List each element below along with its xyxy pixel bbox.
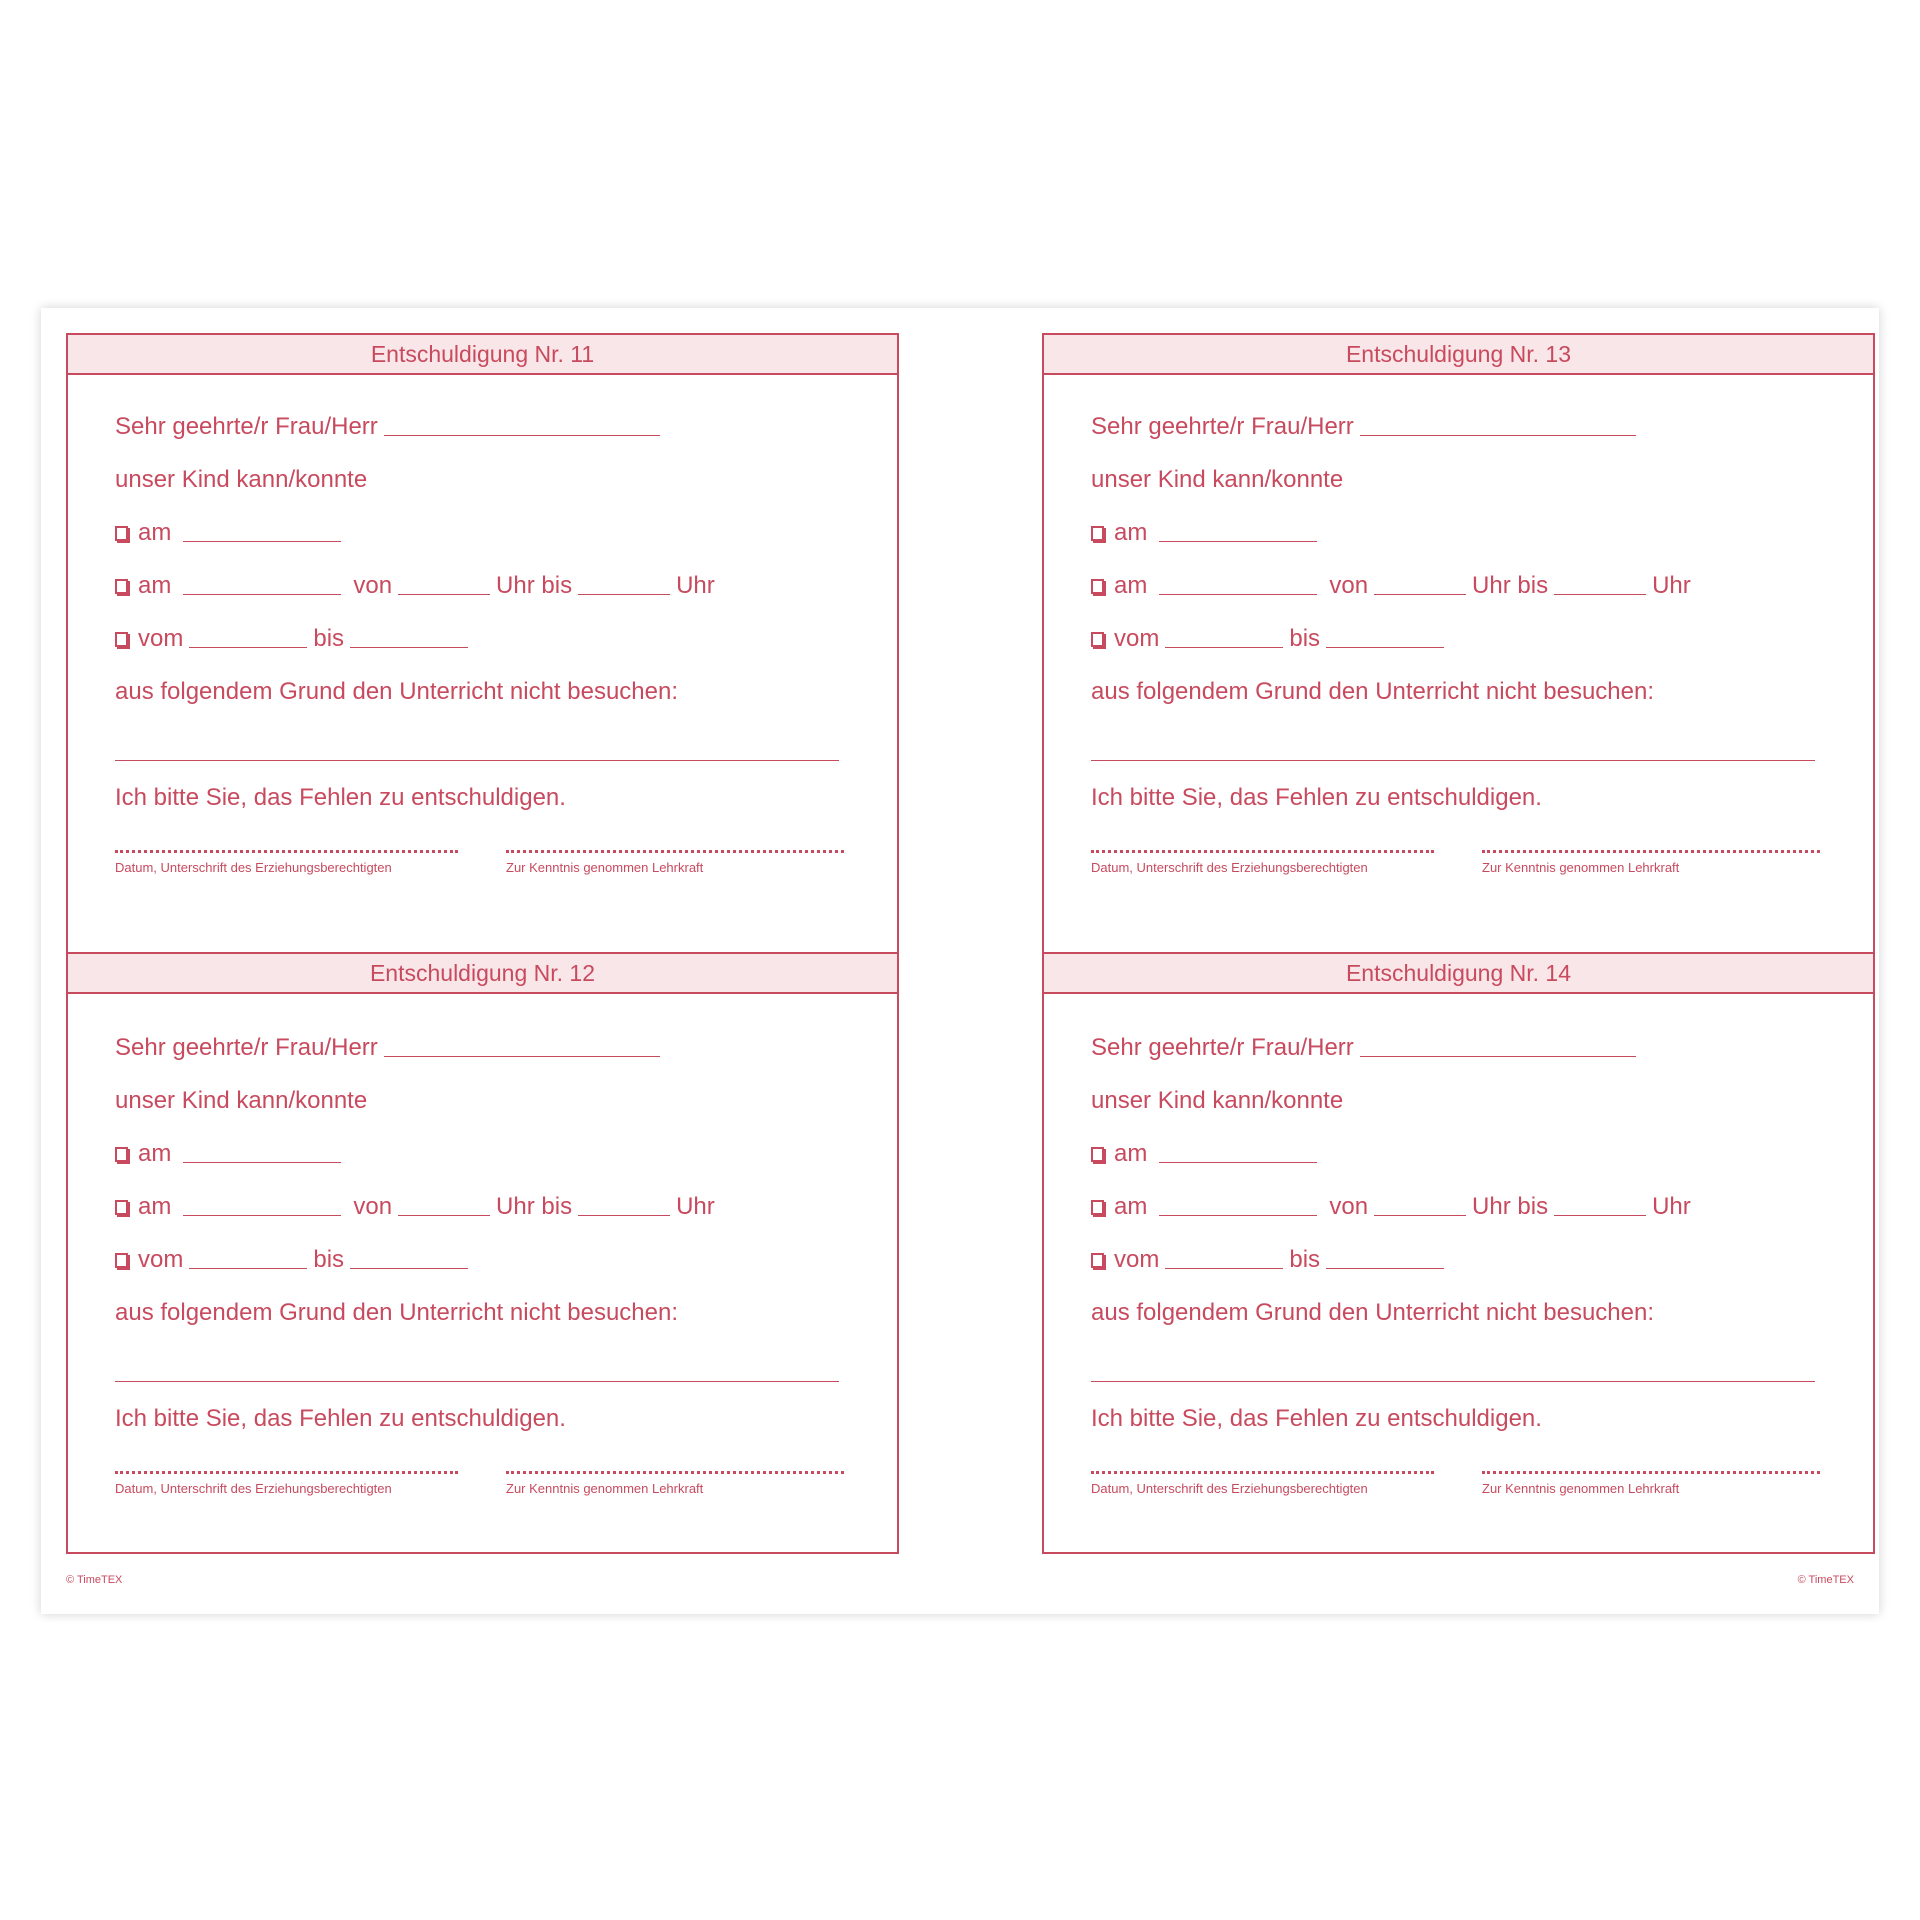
to-date-field[interactable] [350, 1268, 468, 1269]
from-date-field[interactable] [1165, 1268, 1283, 1269]
checkbox-am-time[interactable] [115, 579, 128, 594]
request-text: Ich bitte Sie, das Fehlen zu entschuldigen. [115, 784, 566, 811]
uhr-label: Uhr [676, 1193, 715, 1220]
parent-signature-label: Datum, Unterschrift des Erziehungsberechtigten [1091, 860, 1368, 875]
date-field[interactable] [1159, 1215, 1317, 1216]
date-field[interactable] [1159, 1162, 1317, 1163]
card-title: Entschuldigung Nr. 14 [1044, 952, 1873, 994]
time-from-field[interactable] [398, 594, 490, 595]
reason-field[interactable] [1091, 760, 1815, 761]
from-date-field[interactable] [189, 1268, 307, 1269]
am-label: am [138, 1193, 172, 1220]
child-line: unser Kind kann/konnte [115, 1087, 368, 1114]
parent-signature-line[interactable] [1091, 1471, 1434, 1474]
uhr-label: Uhr [1652, 572, 1691, 599]
reason-field[interactable] [1091, 1381, 1815, 1382]
recipient-field[interactable] [384, 435, 660, 436]
parent-signature-label: Datum, Unterschrift des Erziehungsberechtigten [115, 1481, 392, 1496]
card-title: Entschuldigung Nr. 11 [68, 335, 897, 375]
uhr-bis-label: Uhr bis [1472, 572, 1549, 599]
uhr-label: Uhr [1652, 1193, 1691, 1220]
checkbox-vom[interactable] [115, 1253, 128, 1268]
card-title: Entschuldigung Nr. 13 [1044, 335, 1873, 375]
salutation-label: Sehr geehrte/r Frau/Herr [115, 1034, 378, 1061]
am-label: am [1114, 1193, 1148, 1220]
uhr-bis-label: Uhr bis [496, 572, 573, 599]
checkbox-vom[interactable] [1091, 632, 1104, 647]
parent-signature-label: Datum, Unterschrift des Erziehungsberechtigten [115, 860, 392, 875]
time-to-field[interactable] [578, 594, 670, 595]
von-label: von [353, 1193, 393, 1220]
teacher-signature-line[interactable] [506, 850, 844, 853]
date-field[interactable] [183, 594, 341, 595]
to-date-field[interactable] [1326, 647, 1444, 648]
vom-label: vom [138, 1246, 184, 1273]
time-to-field[interactable] [1554, 594, 1646, 595]
parent-signature-line[interactable] [115, 1471, 458, 1474]
to-date-field[interactable] [350, 647, 468, 648]
bis-label: bis [313, 1246, 345, 1273]
request-text: Ich bitte Sie, das Fehlen zu entschuldigen. [1091, 1405, 1542, 1432]
checkbox-am[interactable] [1091, 526, 1104, 541]
time-from-field[interactable] [1374, 594, 1466, 595]
von-label: von [353, 572, 393, 599]
recipient-field[interactable] [1360, 435, 1636, 436]
checkbox-vom[interactable] [115, 632, 128, 647]
reason-text: aus folgendem Grund den Unterricht nicht besuchen: [1091, 1299, 1655, 1326]
parent-signature-line[interactable] [1091, 850, 1434, 853]
request-text: Ich bitte Sie, das Fehlen zu entschuldigen. [1091, 784, 1542, 811]
vom-label: vom [1114, 1246, 1160, 1273]
von-label: von [1329, 1193, 1369, 1220]
card-title: Entschuldigung Nr. 12 [68, 952, 897, 994]
child-line: unser Kind kann/konnte [1091, 466, 1344, 493]
teacher-signature-label: Zur Kenntnis genommen Lehrkraft [506, 860, 704, 875]
vom-label: vom [1114, 625, 1160, 652]
checkbox-vom[interactable] [1091, 1253, 1104, 1268]
child-line: unser Kind kann/konnte [115, 466, 368, 493]
time-to-field[interactable] [578, 1215, 670, 1216]
date-field[interactable] [183, 541, 341, 542]
date-field[interactable] [1159, 594, 1317, 595]
am-label: am [1114, 572, 1148, 599]
bis-label: bis [313, 625, 345, 652]
vom-label: vom [138, 625, 184, 652]
time-from-field[interactable] [398, 1215, 490, 1216]
salutation-label: Sehr geehrte/r Frau/Herr [1091, 413, 1354, 440]
reason-text: aus folgendem Grund den Unterricht nicht besuchen: [115, 1299, 679, 1326]
reason-text: aus folgendem Grund den Unterricht nicht besuchen: [1091, 678, 1655, 705]
am-label: am [138, 519, 172, 546]
excuse-card [66, 333, 899, 954]
time-from-field[interactable] [1374, 1215, 1466, 1216]
recipient-field[interactable] [384, 1056, 660, 1057]
teacher-signature-line[interactable] [506, 1471, 844, 1474]
checkbox-am[interactable] [1091, 1147, 1104, 1162]
time-to-field[interactable] [1554, 1215, 1646, 1216]
am-label: am [1114, 519, 1148, 546]
von-label: von [1329, 572, 1369, 599]
bis-label: bis [1289, 1246, 1321, 1273]
copyright-right: © TimeTEX [1797, 1574, 1854, 1586]
teacher-signature-label: Zur Kenntnis genommen Lehrkraft [1482, 1481, 1680, 1496]
date-field[interactable] [183, 1162, 341, 1163]
checkbox-am[interactable] [115, 526, 128, 541]
recipient-field[interactable] [1360, 1056, 1636, 1057]
to-date-field[interactable] [1326, 1268, 1444, 1269]
checkbox-am[interactable] [115, 1147, 128, 1162]
reason-text: aus folgendem Grund den Unterricht nicht besuchen: [115, 678, 679, 705]
date-field[interactable] [1159, 541, 1317, 542]
copyright-left: © TimeTEX [66, 1574, 123, 1586]
teacher-signature-label: Zur Kenntnis genommen Lehrkraft [506, 1481, 704, 1496]
am-label: am [138, 572, 172, 599]
reason-field[interactable] [115, 1381, 839, 1382]
salutation-label: Sehr geehrte/r Frau/Herr [1091, 1034, 1354, 1061]
bis-label: bis [1289, 625, 1321, 652]
form-sheet [41, 308, 1879, 1614]
am-label: am [138, 1140, 172, 1167]
excuse-card [66, 952, 899, 1554]
checkbox-am-time[interactable] [115, 1200, 128, 1215]
am-label: am [1114, 1140, 1148, 1167]
from-date-field[interactable] [189, 647, 307, 648]
checkbox-am-time[interactable] [1091, 1200, 1104, 1215]
salutation-label: Sehr geehrte/r Frau/Herr [115, 413, 378, 440]
parent-signature-label: Datum, Unterschrift des Erziehungsberechtigten [1091, 1481, 1368, 1496]
reason-field[interactable] [115, 760, 839, 761]
checkbox-am-time[interactable] [1091, 579, 1104, 594]
date-field[interactable] [183, 1215, 341, 1216]
uhr-bis-label: Uhr bis [496, 1193, 573, 1220]
request-text: Ich bitte Sie, das Fehlen zu entschuldigen. [115, 1405, 566, 1432]
excuse-card [1042, 333, 1875, 954]
teacher-signature-line[interactable] [1482, 1471, 1820, 1474]
uhr-label: Uhr [676, 572, 715, 599]
excuse-card [1042, 952, 1875, 1554]
uhr-bis-label: Uhr bis [1472, 1193, 1549, 1220]
child-line: unser Kind kann/konnte [1091, 1087, 1344, 1114]
parent-signature-line[interactable] [115, 850, 458, 853]
from-date-field[interactable] [1165, 647, 1283, 648]
teacher-signature-line[interactable] [1482, 850, 1820, 853]
teacher-signature-label: Zur Kenntnis genommen Lehrkraft [1482, 860, 1680, 875]
